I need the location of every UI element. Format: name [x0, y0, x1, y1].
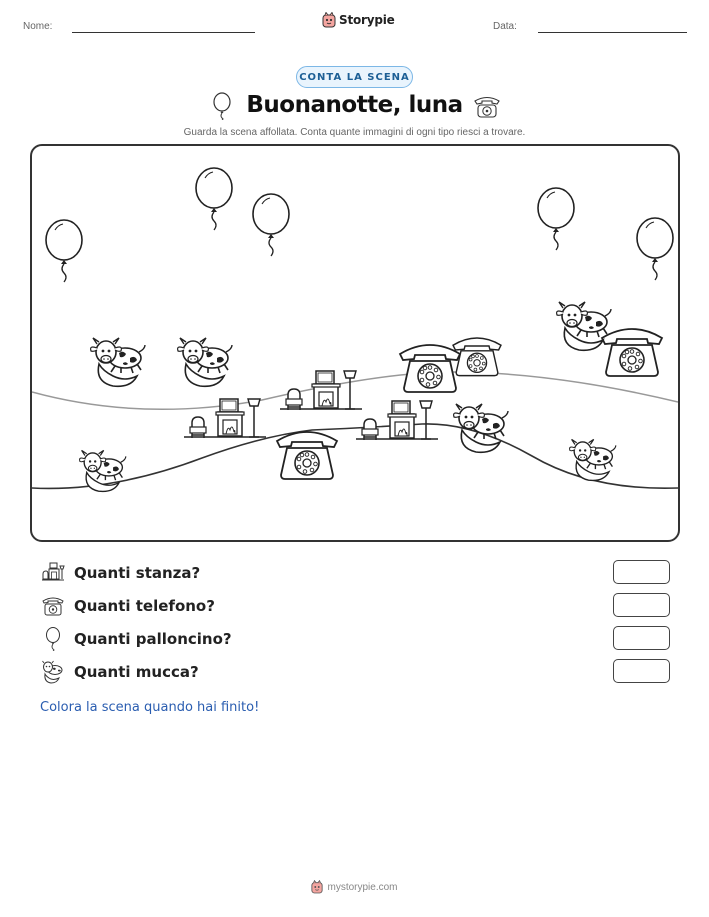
date-label: Data:: [493, 21, 517, 32]
question-label: Quanti stanza?: [74, 564, 201, 582]
name-line[interactable]: [72, 32, 255, 33]
title-telephone-icon: [472, 95, 502, 119]
brand-name: Storypie: [339, 13, 395, 27]
footer: [0, 880, 709, 894]
activity-badge: CONTA LA SCENA: [296, 66, 413, 88]
question-label: Quanti palloncino?: [74, 630, 232, 648]
answer-box-cows[interactable]: [613, 659, 670, 683]
page-subtitle: Guarda la scena affollata. Conta quante immagini di ogni tipo riesci a trovare.: [183, 127, 526, 138]
question-telephones: [40, 593, 670, 619]
name-label: Nome:: [23, 21, 53, 32]
storypie-mascot-icon: [322, 12, 336, 28]
answer-box-balloons[interactable]: [613, 626, 670, 650]
brand-logo: [322, 12, 395, 28]
question-label: Quanti mucca?: [74, 663, 199, 681]
counting-scene[interactable]: [30, 144, 680, 542]
balloon-icon: [40, 626, 66, 652]
room-icon: [40, 560, 66, 586]
question-balloons: [40, 626, 670, 652]
question-cows: [40, 659, 670, 685]
question-label: Quanti telefono?: [74, 597, 215, 615]
coloring-instruction: Colora la scena quando hai finito!: [40, 700, 260, 715]
footer-url[interactable]: mystorypie.com: [327, 881, 398, 893]
page-title: Buonanotte, luna: [246, 92, 463, 118]
title-balloon-icon: [211, 92, 233, 120]
answer-box-telephones[interactable]: [613, 593, 670, 617]
question-rooms: [40, 560, 670, 586]
storypie-mascot-icon: [311, 880, 323, 894]
scene-illustration: [32, 146, 678, 540]
telephone-icon: [40, 593, 66, 619]
cow-icon: [40, 659, 66, 685]
answer-box-rooms[interactable]: [613, 560, 670, 584]
date-line[interactable]: [538, 32, 687, 33]
